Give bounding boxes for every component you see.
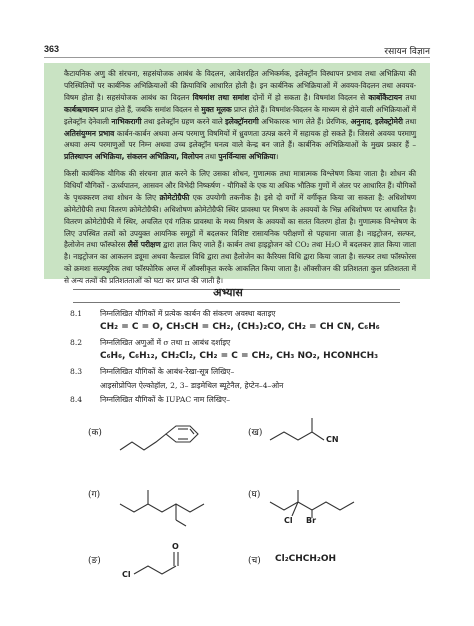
bold-term: पुनर्विन्यास अभिक्रिया (218, 152, 276, 162)
text-run: अभिकारक भाग लेते हैं। प्रेरणिक, (258, 116, 351, 126)
bold-term: अतिसंयुग्मन प्रभाव (64, 128, 115, 138)
header-rule (44, 57, 430, 58)
question-8-4-text: निम्नलिखित यौगिकों के IUPAC नाम लिखिए– (100, 395, 231, 404)
option-cha-label: (च) (248, 556, 261, 566)
question-8-3-text: निम्नलिखित यौगिकों के आबंध-रेखा-सूत्र लिखिए– (100, 367, 235, 376)
text-run: दोनों में हो सकता है। विषमांश विदलन से (249, 92, 369, 102)
option-cha-formula: Cl₂CHCH₂OH (275, 554, 337, 564)
question-8-1-text: निम्नलिखित यौगिकों में प्रत्येक कार्बन की संकरण अवस्था बताइए (100, 309, 276, 318)
bold-term: कार्बोकैटायन (368, 92, 403, 102)
text-run: तथा (402, 116, 417, 126)
bold-term: क्रोमेटोग्रैफी (159, 192, 190, 202)
text-run: तथा इलेक्ट्रॉन ग्रहण करने वाले (141, 116, 226, 126)
cl2-label: Cl (122, 570, 131, 579)
text-run: । (275, 152, 279, 162)
option-gha-label: (घ) (248, 490, 261, 500)
o-label: O (172, 542, 179, 551)
bold-term: इलेक्ट्रोमेरी (375, 116, 403, 126)
structure-d (270, 478, 380, 532)
running-title: रसायन विज्ञान (384, 47, 430, 57)
question-8-2-text: निम्नलिखित अणुओं में σ तथा π आबंध दर्शाइए (100, 338, 231, 347)
cn-label: CN (326, 435, 339, 444)
bold-term: इलेक्ट्रॉनरागी (225, 116, 259, 126)
text-run: तथा (203, 152, 219, 162)
option-kha-label: (ख) (248, 428, 263, 438)
structure-b (270, 410, 370, 464)
text-run: तथा (402, 92, 417, 102)
text-run: प्राप्त होते हैं। विषमांश-विदलन के माध्यम से होने वाली अभिक्रियाओं में इलेक्ट्रॉन देनेवाली (64, 104, 417, 126)
summary-paragraph-1 (64, 68, 416, 164)
summary-paragraph-2 (64, 168, 417, 286)
structure-c (120, 478, 230, 532)
exercise-rule-bottom (73, 302, 400, 303)
br-label: Br (306, 516, 317, 525)
bold-term: नाभिकरागी (111, 116, 142, 126)
structure-a (120, 410, 220, 464)
option-nga-label: (ङ) (88, 556, 101, 566)
text-run: एक उपयोगी तकनीक है। इसे दो वर्गों में वर्गीकृत किया जा सकता है: अधिशोषण क्रोमेटोग्रैफी तथा वितरण क्रोमेटोग्रैफी। अधिशोषण क्रोमेटोग्रैफी स्थिर प्रावस्था पर मिश्रण के अवयवों के भिन्न अधिशोषण पर आधारित है। वितरण क्रोमेटोग्रैफी में स्थिर, अचलित एवं गतिक प्रावस्था के मध्य मिश्रण के अवयवों का सतत वितरण होता है। गुणात्मक विश्लेषण के लिए उपस्थित तत्वों को उपयुक्त आयनिक समूहों में बदलकर विशिष्ट रासायनिक परीक्षणों से पहचाना जाता है। नाइट्रोजन, सल्फर, हैलोजेन तथा फॉस्फोरस (64, 192, 416, 250)
bold-term: अनुनाद (350, 116, 371, 126)
text-run: कैटायनिक अणु की संरचना, सहसंयोजक आबंध के विदलन, आवेशरहित अभिकर्मक, इलेक्ट्रॉन विस्थापन प्रभाव तथा अभिक्रिया की परिस्थितियों पर कार्बनिक अभिक्रियाओं की क्रियाविधि आधारित होती है। इन कार्बनिक अभिक्रियाओं में अवयव-विदलन तथा अवयव-विषम होता है। सहसंयोजक आबंध का विदलन (64, 69, 416, 102)
question-8-4-number: 8.4 (70, 395, 83, 404)
bold-term: प्रतिस्थापन अभिक्रिया, संकलन अभिक्रिया, विलोपन (64, 152, 204, 162)
text-run: , (370, 116, 376, 126)
question-8-1-formulas: CH₂ = C = O, CH₃CH = CH₂, (CH₃)₂CO, CH₂ = CH CN, C₆H₆ (100, 322, 380, 332)
exercises-title: अभ्यास (213, 286, 243, 299)
question-8-2-number: 8.2 (70, 338, 83, 347)
bold-term: मुक्त मूलक (201, 104, 232, 114)
bold-term: लैसें परीक्षण (127, 240, 161, 250)
question-8-2-formulas: C₆H₆, C₆H₁₂, CH₂Cl₂, CH₂ = C = CH₂, CH₃ NO₂, HCONHCH₃ (100, 351, 379, 361)
question-8-3-number: 8.3 (70, 367, 83, 376)
bold-term: विषमांश तथा समांश (192, 92, 250, 102)
structure-e (120, 540, 200, 589)
question-8-3-compounds: आइसोप्रोपिल ऐल्कोहॉल, 2, 3– डाइमेथिल ब्यूटेनैल, हेप्टेन–4–ओन (100, 381, 284, 390)
option-ka-label: (क) (88, 428, 102, 438)
question-8-1-number: 8.1 (70, 309, 83, 318)
cl-label: Cl (284, 516, 293, 525)
text-run: प्राप्त होते हैं, जबकि समांश विदलन से (98, 104, 202, 114)
text-run: द्वारा ज्ञात किए जाते हैं। कार्बन तथा हाइड्रोजन को CO₂ तथा H₂O में बदलकर ज्ञात किया जाता है। नाइट्रोजन का आकलन ड्यूमा अथवा कैल्डाल विधि द्वारा तथा हैलोजेन का कैरियस विधि द्वारा किया जाता है। सल्फर तथा फॉस्फोरस को क्रमशः सल्फ्यूरिक तथा फॉस्फोरिक अम्ल में ऑक्सीकृत करके आकलित किया जाता है। ऑक्सीजन की प्रतिशतता कुल प्रतिशतता में से अन्य तत्वों की प्रतिशतताओं को घटा कर प्राप्त की जाती है। (64, 240, 417, 286)
bold-term: कार्बऋणायन (64, 104, 99, 114)
option-ga-label: (ग) (88, 490, 101, 500)
text-run: किसी कार्बनिक यौगिक की संरचना ज्ञात करने के लिए उसका शोधन, गुणात्मक तथा मात्रात्मक विश्लेषण किया जाता है। शोधन की विधियाँ यौगिकों - ऊर्ध्वपातन, आसवन और विभेदी निष्कर्षण - यौगिकों के एक या अधिक भौतिक गुणों में अंतर पर आधारित हैं। यौगिकों के पृथक्करण तथा शोधन के लिए (64, 169, 416, 202)
text-run: कार्बन-कार्बन अथवा अन्य परमाणु विषमियों में ध्रुवणता उत्पन्न करने में सहायक हो सकते हैं। जिससे अवयव परमाणु अथवा अन्य परमाणुओं पर निम्न अथवा उच्च इलेक्ट्रॉन घनत्व वाले केन्द्र बन जाते हैं। कार्बनिक अभिक्रियाओं के मुख्य प्रकार हैं – (64, 128, 417, 150)
page-number: 363 (44, 44, 60, 54)
